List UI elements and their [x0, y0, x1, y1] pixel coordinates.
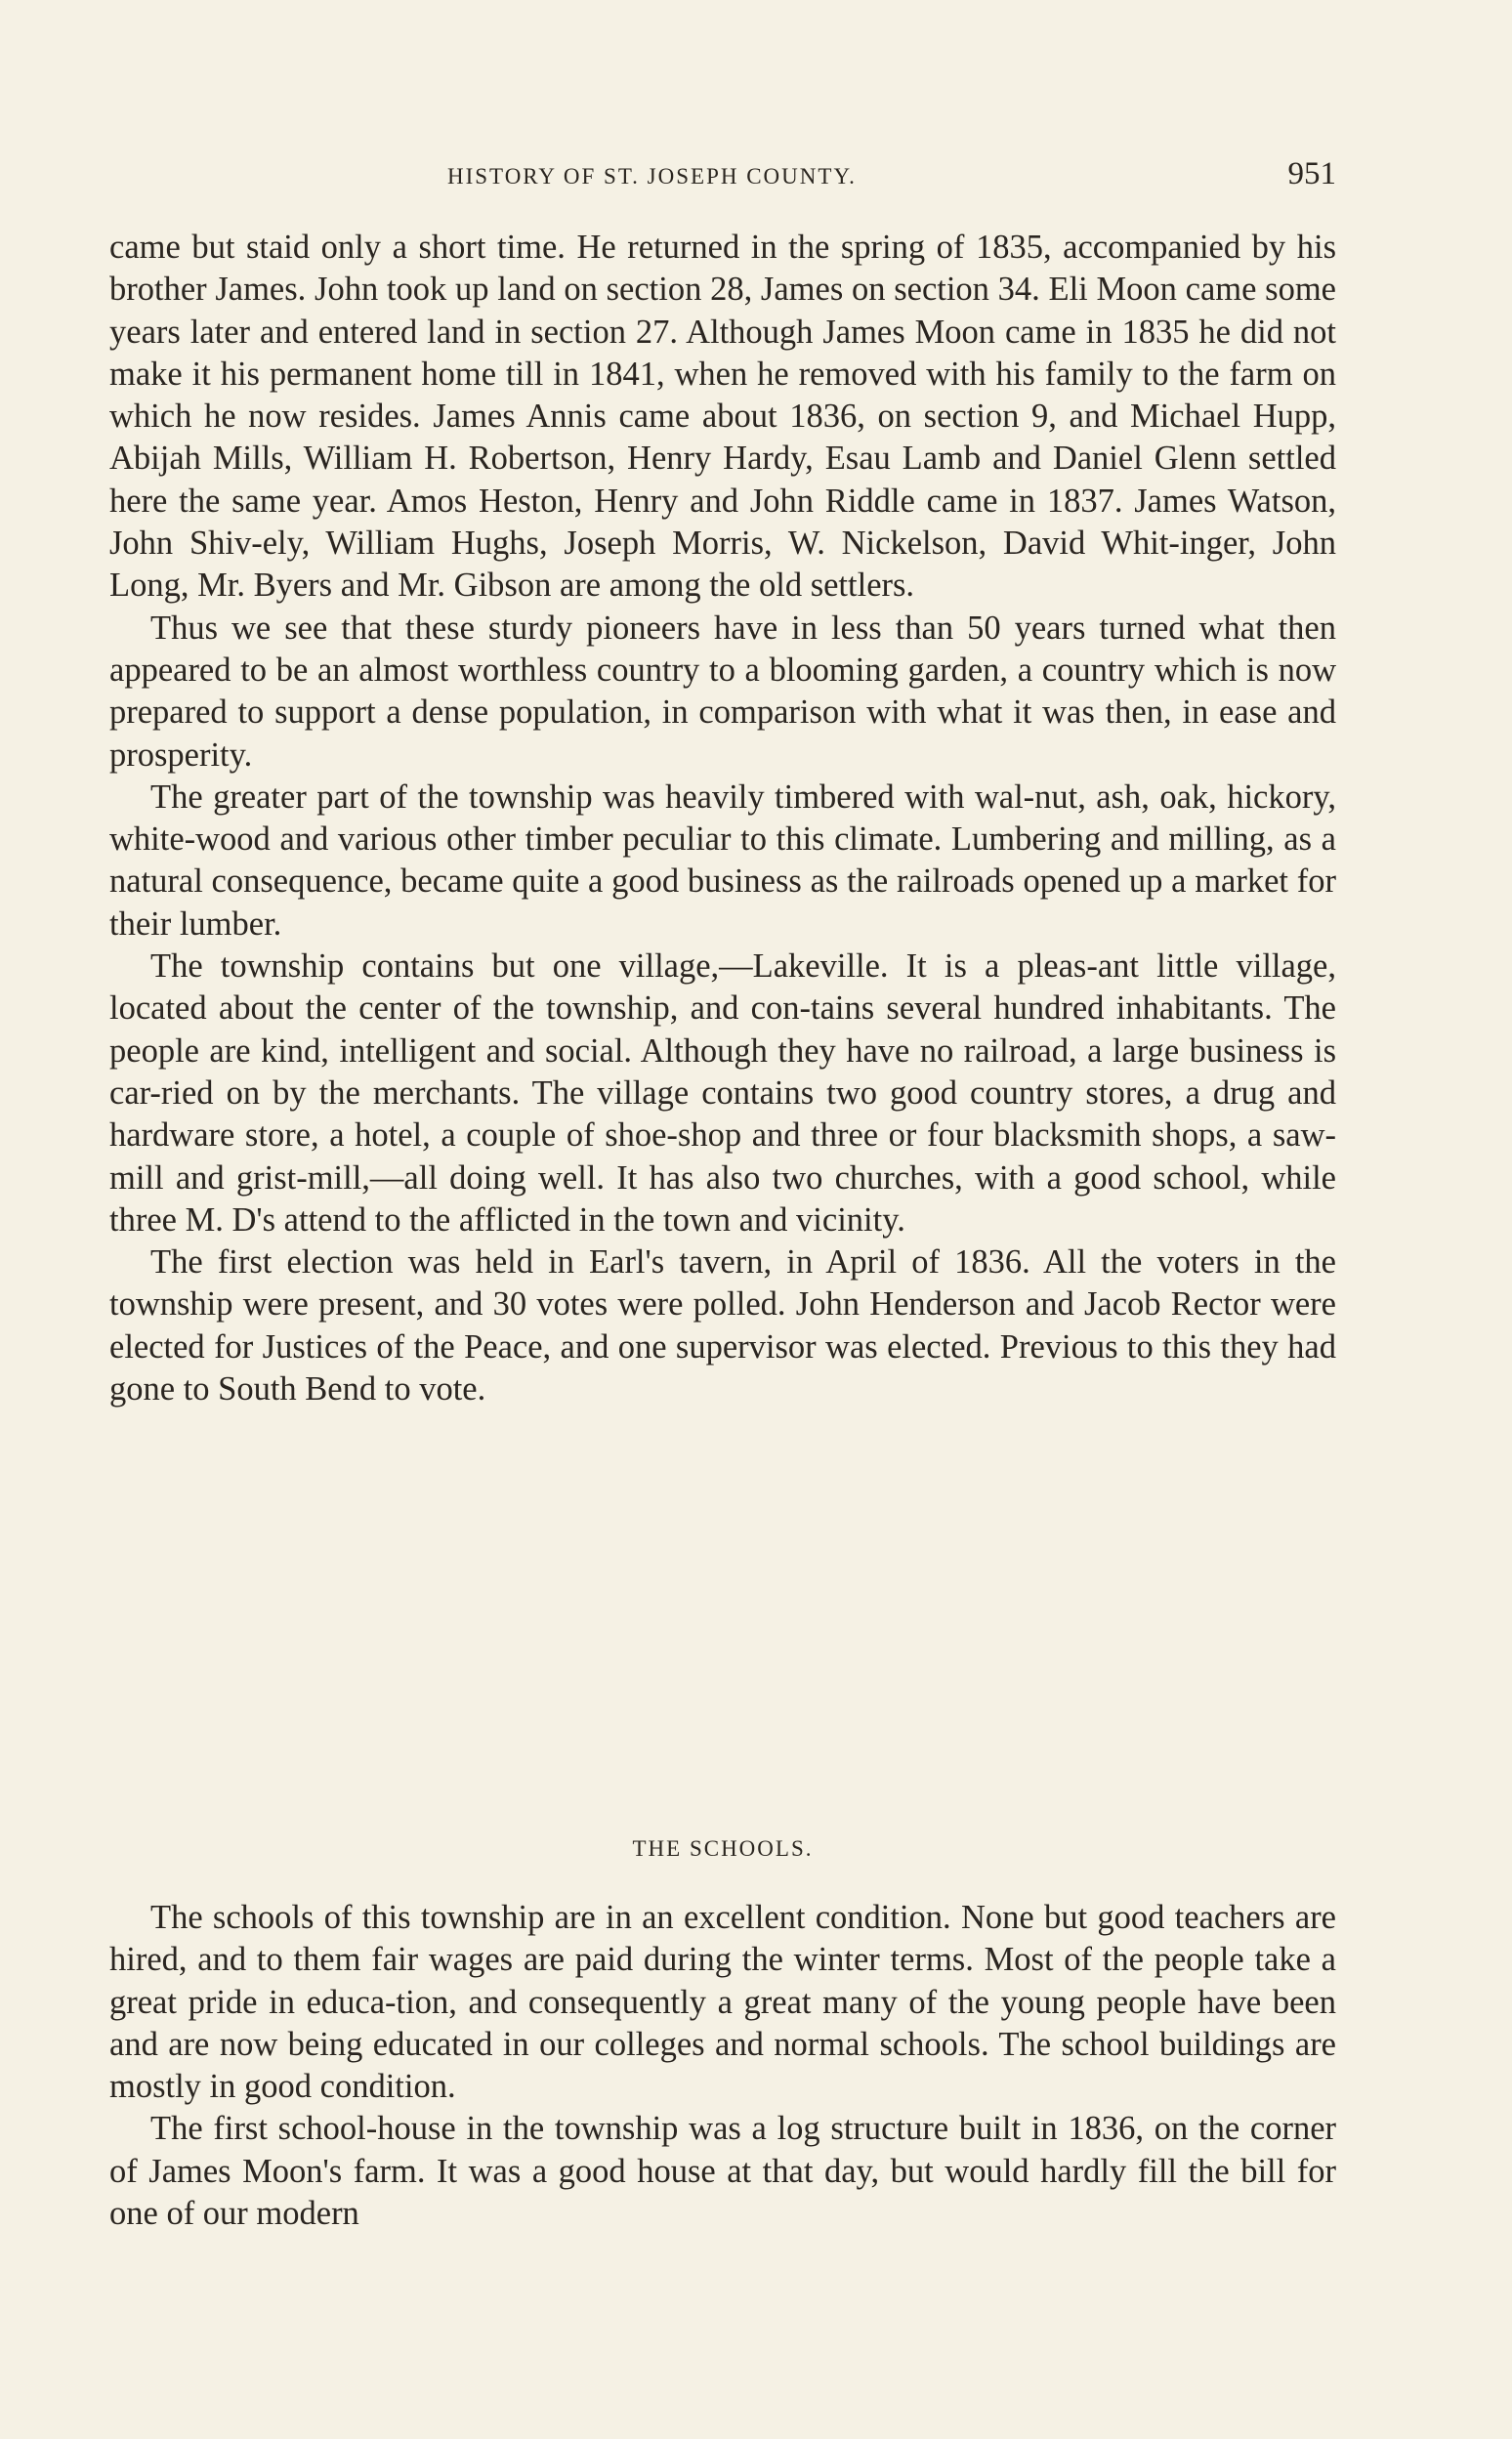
main-text	[109, 227, 1336, 1410]
paragraph: The greater part of the township was heavily timbered with wal-nut, ash, oak, hickory, white-wood and various other timber peculiar to this climate. Lumbering and milling, as a natural consequence, became quite a good business as the railroads opened up a market for their lumber.	[109, 778, 1336, 943]
paragraph: The first election was held in Earl's tavern, in April of 1836. All the voters in the township were present, and 30 votes were polled. John Henderson and Jacob Rector were elected for Justices of the Peace, and one supervisor was elected. Previous to this they had gone to South Bend to vote.	[109, 1243, 1336, 1409]
paragraph: The township contains but one village,—Lakeville. It is a pleas-ant little village, located about the center of the township, and con-tains several hundred inhabitants. The people are kind, intelligent and social. Although they have no railroad, a large business is car-ried on by the merchants. The village contains two good country stores, a drug and hardware store, a hotel, a couple of shoe-shop and three or four blacksmith shops, a saw-mill and grist-mill,—all doing well. It has also two churches, with a good school, while three M. D's attend to the afflicted in the town and vicinity.	[109, 947, 1336, 1239]
page-header	[115, 154, 1336, 203]
paragraph: Thus we see that these sturdy pioneers have in less than 50 years turned what then appeared to be an almost worthless country to a blooming garden, a country which is now prepared to support a dense population, in comparison with what it was then, in ease and prosperity.	[109, 609, 1336, 774]
paragraph: The schools of this township are in an excellent condition. None but good teachers are hired, and to them fair wages are paid during the winter terms. Most of the people take a great pride in educa-tion, and consequently a great many of the young people have been and are now being educated in our colleges and normal schools. The school buildings are mostly in good condition.	[109, 1899, 1336, 2106]
page-number: 951	[1287, 156, 1336, 191]
schools-text	[109, 1897, 1336, 2235]
running-title: HISTORY OF ST. JOSEPH COUNTY.	[447, 164, 857, 189]
paragraph: The first school-house in the township was a log structure built in 1836, on the corner of James Moon's farm. It was a good house at that day, but would hardly fill the bill for one of our modern	[109, 2110, 1336, 2233]
section-heading-schools: THE SCHOOLS.	[632, 1836, 814, 1861]
paragraph-continued: came but staid only a short time. He returned in the spring of 1835, accompanied by his brother James. John took up land on section 28, James on section 34. Eli Moon came some years later and entered land in section 27. Although James Moon came in 1835 he did not make it his permanent home till in 1841, when he removed with his family to the farm on which he now resides. James Annis came about 1836, on section 9, and Michael Hupp, Abijah Mills, William H. Robertson, Henry Hardy, Esau Lamb and Daniel Glenn settled here the same year. Amos Heston, Henry and John Riddle came in 1837. James Watson, John Shiv-ely, William Hughs, Joseph Morris, W. Nickelson, David Whit-inger, John Long, Mr. Byers and Mr. Gibson are among the old settlers.	[109, 229, 1336, 605]
